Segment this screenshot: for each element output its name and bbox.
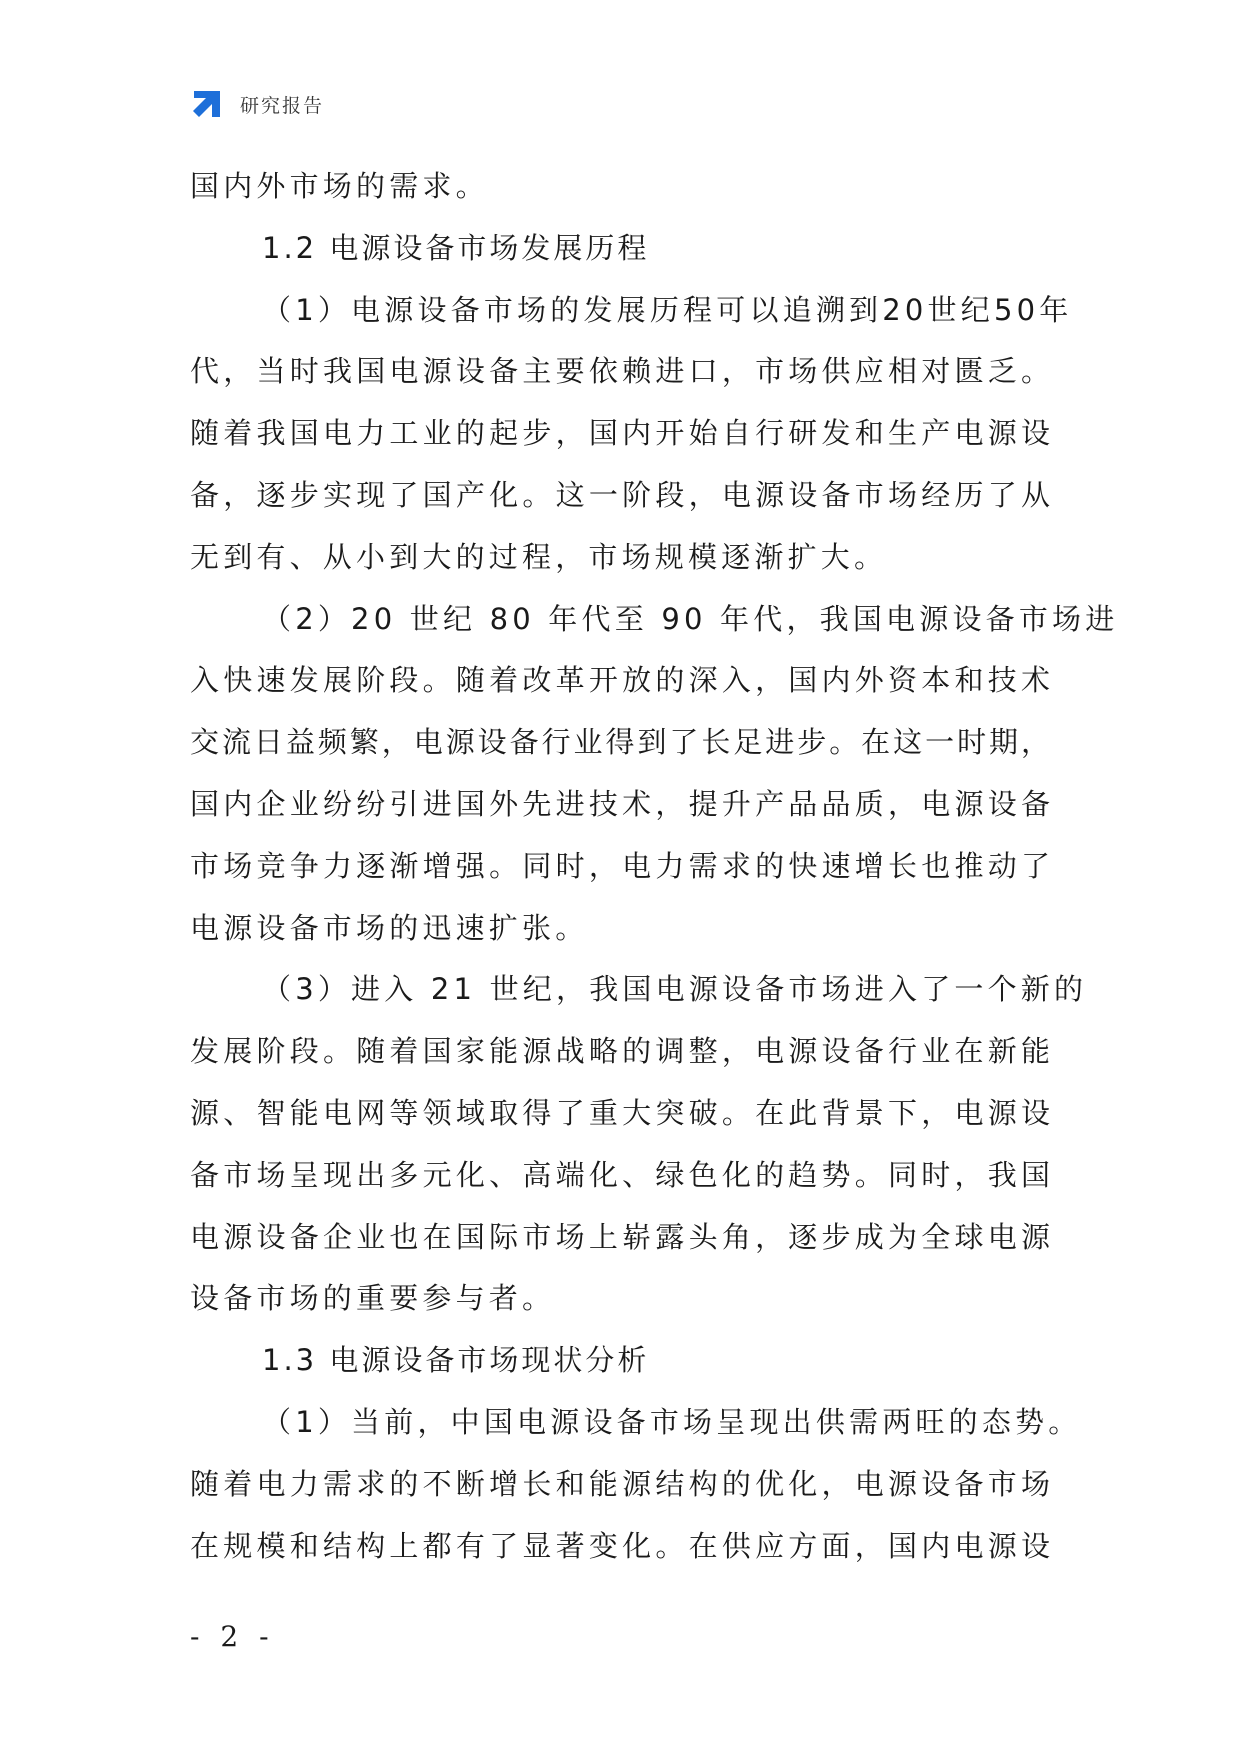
document-body	[190, 156, 1119, 1577]
paragraph-line: 发展阶段。随着国家能源战略的调整，电源设备行业在新能	[190, 1034, 1050, 1069]
header-label: 研究报告	[240, 94, 325, 117]
section-heading: 1.3 电源设备市场现状分析	[262, 1343, 650, 1378]
paragraph-line: 电源设备市场的迅速扩张。	[190, 910, 589, 945]
paragraph-line: （1）当前，中国电源设备市场呈现出供需两旺的态势。	[262, 1404, 1082, 1439]
paragraph-line: 交流日益频繁，电源设备行业得到了长足进步。在这一时期，	[190, 725, 1050, 760]
paragraph-line: 在规模和结构上都有了显著变化。在供应方面，国内电源设	[190, 1528, 1050, 1563]
paragraph-line: （1）电源设备市场的发展历程可以追溯到20世纪50年	[262, 292, 1073, 327]
arrow-up-right-icon	[190, 87, 224, 121]
paragraph-line: 电源设备企业也在国际市场上崭露头角，逐步成为全球电源	[190, 1219, 1050, 1254]
paragraph-line: 随着我国电力工业的起步，国内开始自行研发和生产电源设	[190, 416, 1050, 451]
paragraph-line: 备，逐步实现了国产化。这一阶段，电源设备市场经历了从	[190, 477, 1050, 512]
paragraph-line: 国内企业纷纷引进国外先进技术，提升产品品质，电源设备	[190, 786, 1050, 821]
paragraph-line: 无到有、从小到大的过程，市场规模逐渐扩大。	[190, 539, 888, 574]
paragraph-line: （2）20 世纪 80 年代至 90 年代，我国电源设备市场进	[262, 601, 1119, 636]
page-number: - 2 -	[190, 1620, 275, 1653]
paragraph-line: 市场竞争力逐渐增强。同时，电力需求的快速增长也推动了	[190, 848, 1050, 883]
paragraph-line: 入快速发展阶段。随着改革开放的深入，国内外资本和技术	[190, 663, 1050, 698]
paragraph-line: 备市场呈现出多元化、高端化、绿色化的趋势。同时，我国	[190, 1157, 1050, 1192]
report-header	[190, 86, 324, 122]
paragraph-line: （3）进入 21 世纪，我国电源设备市场进入了一个新的	[262, 972, 1088, 1007]
paragraph-line: 国内外市场的需求。	[190, 169, 489, 203]
paragraph-line: 源、智能电网等领域取得了重大突破。在此背景下，电源设	[190, 1095, 1050, 1130]
paragraph-line: 代，当时我国电源设备主要依赖进口，市场供应相对匮乏。	[190, 354, 1050, 389]
section-heading: 1.2 电源设备市场发展历程	[262, 230, 650, 265]
paragraph-line: 设备市场的重要参与者。	[190, 1281, 556, 1316]
paragraph-line: 随着电力需求的不断增长和能源结构的优化，电源设备市场	[190, 1466, 1050, 1501]
